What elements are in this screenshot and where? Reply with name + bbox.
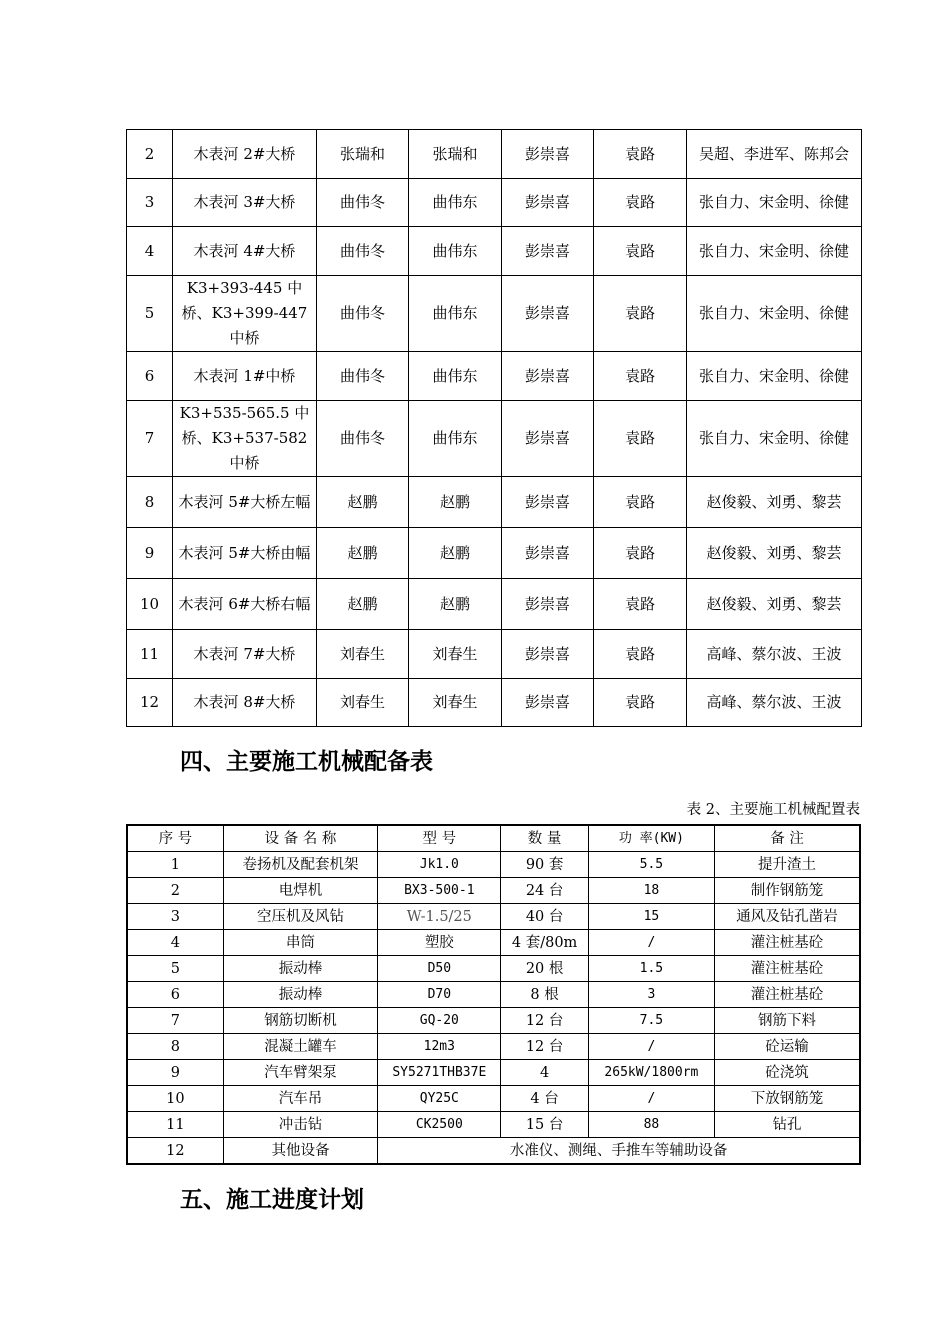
table-caption: 表 2、主要施工机械配置表 [686,802,860,818]
cell-name: 空压机及风钻 [223,904,377,930]
cell-leader: 刘春生 [317,630,409,679]
cell-quality: 袁路 [594,630,687,679]
cell-leader: 曲伟冬 [317,352,409,401]
cell-no: 8 [127,477,173,528]
cell-quantity: 4 台 [501,1086,588,1112]
staff-row [127,630,862,679]
cell-no: 12 [127,679,173,727]
cell-quality: 袁路 [594,276,687,352]
cell-safety: 彭崇喜 [502,579,594,630]
cell-quantity: 4 [501,1060,588,1086]
cell-model: 12m3 [378,1034,501,1060]
cell-crew: 张自力、宋金明、徐健 [687,179,862,227]
cell-no: 11 [127,630,173,679]
cell-project: 木表河 6#大桥右幅 [173,579,317,630]
cell-safety: 彭崇喜 [502,679,594,727]
cell-note: 提升渣土 [715,852,860,878]
cell-power: 15 [588,904,714,930]
cell-quality: 袁路 [594,401,687,477]
cell-safety: 彭崇喜 [502,276,594,352]
cell-crew: 张自力、宋金明、徐健 [687,276,862,352]
cell-safety: 彭崇喜 [502,227,594,276]
staff-row [127,276,862,352]
cell-project: 木表河 4#大桥 [173,227,317,276]
cell-note: 下放钢筋笼 [715,1086,860,1112]
staff-row [127,130,862,179]
cell-note: 灌注桩基砼 [715,956,860,982]
machinery-row [127,930,860,956]
cell-project: 木表河 7#大桥 [173,630,317,679]
header-cell: 序 号 [127,825,223,852]
cell-crew: 吴超、李进军、陈邦会 [687,130,862,179]
cell-model: Jk1.0 [378,852,501,878]
cell-no: 8 [127,1034,223,1060]
cell-note: 砼运输 [715,1034,860,1060]
cell-power: 88 [588,1112,714,1138]
cell-technical-lead: 刘春生 [409,630,502,679]
staff-row [127,401,862,477]
cell-no: 7 [127,1008,223,1034]
cell-no: 9 [127,528,173,579]
cell-leader: 曲伟冬 [317,179,409,227]
header-cell: 数 量 [501,825,588,852]
cell-quantity: 20 根 [501,956,588,982]
cell-quality: 袁路 [594,528,687,579]
cell-quantity: 24 台 [501,878,588,904]
cell-no: 2 [127,878,223,904]
machinery-row [127,1034,860,1060]
cell-note: 钻孔 [715,1112,860,1138]
cell-quantity: 12 台 [501,1034,588,1060]
machinery-row [127,904,860,930]
cell-note: 砼浇筑 [715,1060,860,1086]
cell-model: D50 [378,956,501,982]
cell-name: 振动棒 [223,956,377,982]
cell-project: 木表河 1#中桥 [173,352,317,401]
cell-quantity: 15 台 [501,1112,588,1138]
cell-project: K3+393-445 中桥、K3+399-447 中桥 [173,276,317,352]
cell-technical-lead: 曲伟东 [409,179,502,227]
cell-technical-lead: 赵鹏 [409,579,502,630]
cell-name: 卷扬机及配套机架 [223,852,377,878]
cell-name: 汽车吊 [223,1086,377,1112]
header-cell: 功 率(KW) [588,825,714,852]
cell-leader: 曲伟冬 [317,401,409,477]
cell-leader: 曲伟冬 [317,276,409,352]
cell-note-merged: 水准仪、测绳、手推车等辅助设备 [378,1138,860,1165]
cell-quality: 袁路 [594,477,687,528]
cell-no: 9 [127,1060,223,1086]
cell-name: 混凝土罐车 [223,1034,377,1060]
cell-no: 6 [127,982,223,1008]
cell-model: 塑胶 [378,930,501,956]
cell-technical-lead: 曲伟东 [409,401,502,477]
header-cell: 型 号 [378,825,501,852]
cell-technical-lead: 曲伟东 [409,352,502,401]
cell-no: 12 [127,1138,223,1165]
cell-no: 6 [127,352,173,401]
cell-project: 木表河 3#大桥 [173,179,317,227]
header-cell: 设 备 名 称 [223,825,377,852]
cell-no: 5 [127,276,173,352]
cell-crew: 赵俊毅、刘勇、黎芸 [687,477,862,528]
cell-leader: 刘春生 [317,679,409,727]
cell-crew: 赵俊毅、刘勇、黎芸 [687,528,862,579]
cell-note: 通风及钻孔凿岩 [715,904,860,930]
cell-crew: 张自力、宋金明、徐健 [687,352,862,401]
cell-crew: 张自力、宋金明、徐健 [687,227,862,276]
cell-power: 1.5 [588,956,714,982]
header-cell: 备 注 [715,825,860,852]
cell-safety: 彭崇喜 [502,130,594,179]
cell-quality: 袁路 [594,227,687,276]
cell-no: 3 [127,179,173,227]
cell-power: / [588,1034,714,1060]
cell-name: 振动棒 [223,982,377,1008]
cell-project: 木表河 8#大桥 [173,679,317,727]
cell-no: 11 [127,1112,223,1138]
cell-safety: 彭崇喜 [502,528,594,579]
cell-crew: 赵俊毅、刘勇、黎芸 [687,579,862,630]
cell-model: W-1.5/25 [378,904,501,930]
cell-quality: 袁路 [594,679,687,727]
cell-power: / [588,930,714,956]
cell-safety: 彭崇喜 [502,352,594,401]
cell-no: 3 [127,904,223,930]
machinery-row [127,1060,860,1086]
cell-quantity: 12 台 [501,1008,588,1034]
cell-project: 木表河 2#大桥 [173,130,317,179]
cell-model: CK2500 [378,1112,501,1138]
cell-power: 3 [588,982,714,1008]
cell-technical-lead: 刘春生 [409,679,502,727]
cell-safety: 彭崇喜 [502,401,594,477]
cell-no: 10 [127,1086,223,1112]
cell-power: 265kW/1800rm [588,1060,714,1086]
cell-power: 7.5 [588,1008,714,1034]
cell-note: 钢筋下料 [715,1008,860,1034]
cell-leader: 赵鹏 [317,528,409,579]
staff-row [127,477,862,528]
cell-crew: 高峰、蔡尔波、王波 [687,630,862,679]
cell-quality: 袁路 [594,352,687,401]
cell-technical-lead: 曲伟东 [409,227,502,276]
cell-no: 10 [127,579,173,630]
cell-no: 4 [127,227,173,276]
staff-row [127,352,862,401]
cell-project: 木表河 5#大桥左幅 [173,477,317,528]
cell-project: 木表河 5#大桥由幅 [173,528,317,579]
staff-row [127,227,862,276]
cell-quality: 袁路 [594,579,687,630]
machinery-row [127,1086,860,1112]
staff-assignment-table [126,129,862,727]
cell-note: 制作钢筋笼 [715,878,860,904]
staff-row [127,579,862,630]
machinery-row [127,878,860,904]
cell-no: 5 [127,956,223,982]
cell-quantity: 90 套 [501,852,588,878]
cell-no: 2 [127,130,173,179]
cell-model: SY5271THB37E [378,1060,501,1086]
cell-quality: 袁路 [594,179,687,227]
cell-technical-lead: 赵鹏 [409,477,502,528]
cell-technical-lead: 曲伟东 [409,276,502,352]
cell-leader: 赵鹏 [317,579,409,630]
cell-quality: 袁路 [594,130,687,179]
cell-leader: 曲伟冬 [317,227,409,276]
machinery-table [126,824,861,1165]
cell-name: 冲击钻 [223,1112,377,1138]
machinery-header-row [127,825,860,852]
staff-row [127,179,862,227]
cell-crew: 高峰、蔡尔波、王波 [687,679,862,727]
cell-safety: 彭崇喜 [502,179,594,227]
cell-model: GQ-20 [378,1008,501,1034]
cell-model: D70 [378,982,501,1008]
cell-leader: 张瑞和 [317,130,409,179]
section-4-heading: 四、主要施工机械配备表 [180,748,433,775]
cell-quantity: 8 根 [501,982,588,1008]
cell-power: / [588,1086,714,1112]
section-5-heading: 五、施工进度计划 [180,1186,364,1213]
cell-note: 灌注桩基砼 [715,930,860,956]
cell-safety: 彭崇喜 [502,630,594,679]
cell-technical-lead: 赵鹏 [409,528,502,579]
cell-model: BX3-500-1 [378,878,501,904]
cell-project: K3+535-565.5 中桥、K3+537-582 中桥 [173,401,317,477]
staff-row [127,528,862,579]
machinery-row [127,956,860,982]
staff-row [127,679,862,727]
cell-name: 其他设备 [223,1138,377,1165]
machinery-row [127,1112,860,1138]
cell-quantity: 4 套/80m [501,930,588,956]
cell-power: 5.5 [588,852,714,878]
machinery-row [127,982,860,1008]
cell-name: 汽车臂架泵 [223,1060,377,1086]
cell-name: 串筒 [223,930,377,956]
cell-name: 电焊机 [223,878,377,904]
cell-power: 18 [588,878,714,904]
cell-quantity: 40 台 [501,904,588,930]
machinery-row-other [127,1138,860,1165]
cell-no: 1 [127,852,223,878]
cell-note: 灌注桩基砼 [715,982,860,1008]
cell-technical-lead: 张瑞和 [409,130,502,179]
cell-model: QY25C [378,1086,501,1112]
cell-name: 钢筋切断机 [223,1008,377,1034]
cell-no: 7 [127,401,173,477]
machinery-row [127,1008,860,1034]
machinery-row [127,852,860,878]
cell-crew: 张自力、宋金明、徐健 [687,401,862,477]
cell-no: 4 [127,930,223,956]
cell-safety: 彭崇喜 [502,477,594,528]
cell-leader: 赵鹏 [317,477,409,528]
